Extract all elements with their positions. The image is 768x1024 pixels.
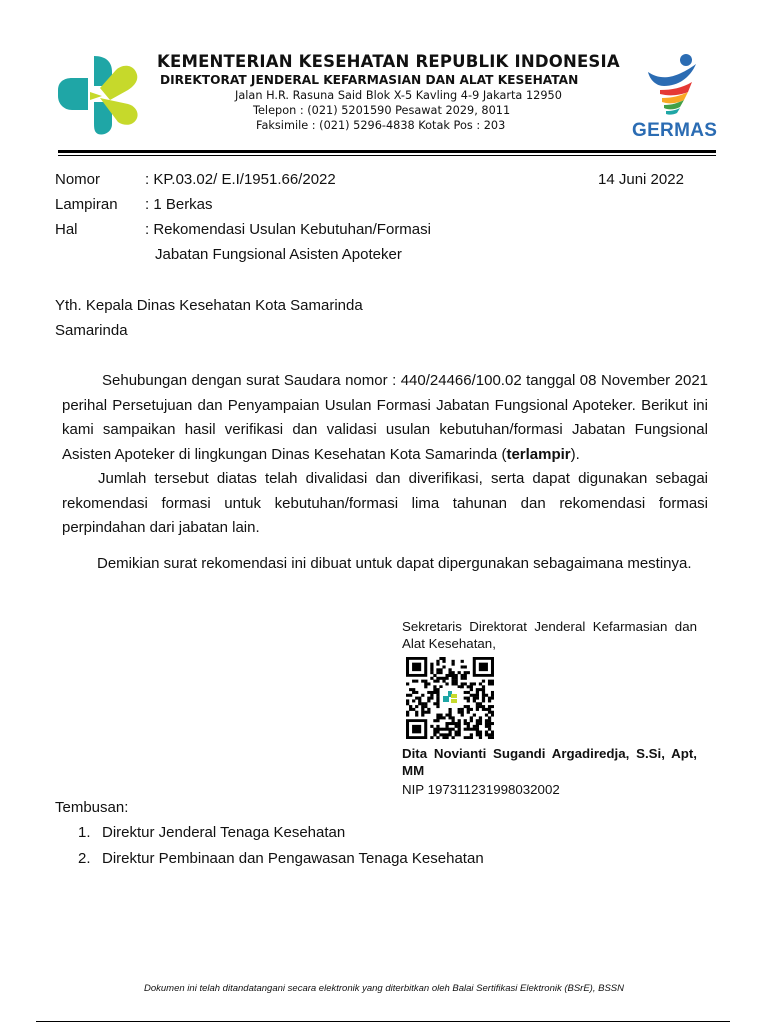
recipient-line: Yth. Kepala Dinas Kesehatan Kota Samarinda	[55, 297, 363, 314]
nomor-label: Nomor	[55, 171, 101, 188]
footer-rule	[36, 1021, 730, 1022]
hal-value-continued: Jabatan Fungsional Asisten Apoteker	[155, 246, 402, 263]
kemenkes-logo	[54, 52, 140, 138]
cc-item: Direktur Pembinaan dan Pengawasan Tenaga Kesehatan	[102, 850, 484, 867]
hal-value: : Rekomendasi Usulan Kebutuhan/Formasi	[145, 221, 431, 238]
phone-line: Telepon : (021) 5201590 Pesawat 2029, 8011	[253, 104, 511, 117]
signer-name: Dita Novianti Sugandi Argadiredja, S.Si, Apt, MM	[402, 746, 697, 778]
cc-item: Direktur Jenderal Tenaga Kesehatan	[102, 824, 346, 841]
lampiran-label: Lampiran	[55, 196, 118, 213]
body-paragraph-1	[62, 369, 708, 467]
body-paragraph-2: Jumlah tersebut diatas telah divalidasi dan diverifikasi, serta dapat digunakan sebagai rekomendasi formasi untuk kebutuhan/formasi lima tahunan dan rekomendasi formasi perpindahan dari jabatan lain.	[62, 470, 708, 536]
directorate-name: DIREKTORAT JENDERAL KEFARMASIAN DAN ALAT KESEHATAN	[160, 73, 579, 87]
signature-qr-code	[406, 657, 494, 739]
germas-logo	[630, 50, 720, 142]
address-line: Jalan H.R. Rasuna Said Blok X-5 Kavling 4-9 Jakarta 12950	[235, 89, 562, 102]
paragraph-1-text: Sehubungan dengan surat Saudara nomor : 440/24466/100.02 tanggal 08 November 2021 perihal Persetujuan dan Penyampaian Usulan Formasi Jabatan Fungsional Apoteker. Berikut ini kami sampaikan hasil verifikasi dan validasi usulan kebutuhan/formasi Jabatan Fungsional Asisten Apoteker di lingkungan Dinas Kesehatan Kota Samarinda (	[62, 372, 708, 463]
cc-item-number: 1.	[78, 824, 91, 841]
recipient-city: Samarinda	[55, 322, 128, 339]
nomor-value: : KP.03.02/ E.I/1951.66/2022	[145, 171, 336, 188]
body-paragraph-3: Demikian surat rekomendasi ini dibuat untuk dapat dipergunakan sebagaimana mestinya.	[97, 555, 692, 572]
e-signature-note: Dokumen ini telah ditandatangani secara elektronik yang diterbitkan oleh Balai Sertifikasi Elektronik (BSrE), BSSN	[144, 983, 624, 994]
terlampir-emphasis: terlampir	[506, 445, 571, 463]
cc-item-number: 2.	[78, 850, 91, 867]
signer-title: Sekretaris Direktorat Jenderal Kefarmasian dan Alat Kesehatan,	[402, 619, 697, 651]
germas-label: GERMAS	[632, 120, 718, 141]
ministry-name: KEMENTERIAN KESEHATAN REPUBLIK INDONESIA	[157, 52, 620, 71]
letterhead-rule-thin	[58, 155, 716, 156]
paragraph-1-end: ).	[570, 445, 580, 463]
cc-label: Tembusan:	[55, 799, 129, 816]
letter-date: 14 Juni 2022	[598, 171, 684, 188]
fax-line: Faksimile : (021) 5296-4838 Kotak Pos : 203	[256, 119, 506, 132]
lampiran-value: : 1 Berkas	[145, 196, 213, 213]
letterhead-rule-thick	[58, 150, 716, 153]
signer-nip: NIP 197311231998032002	[402, 782, 560, 797]
hal-label: Hal	[55, 221, 78, 238]
